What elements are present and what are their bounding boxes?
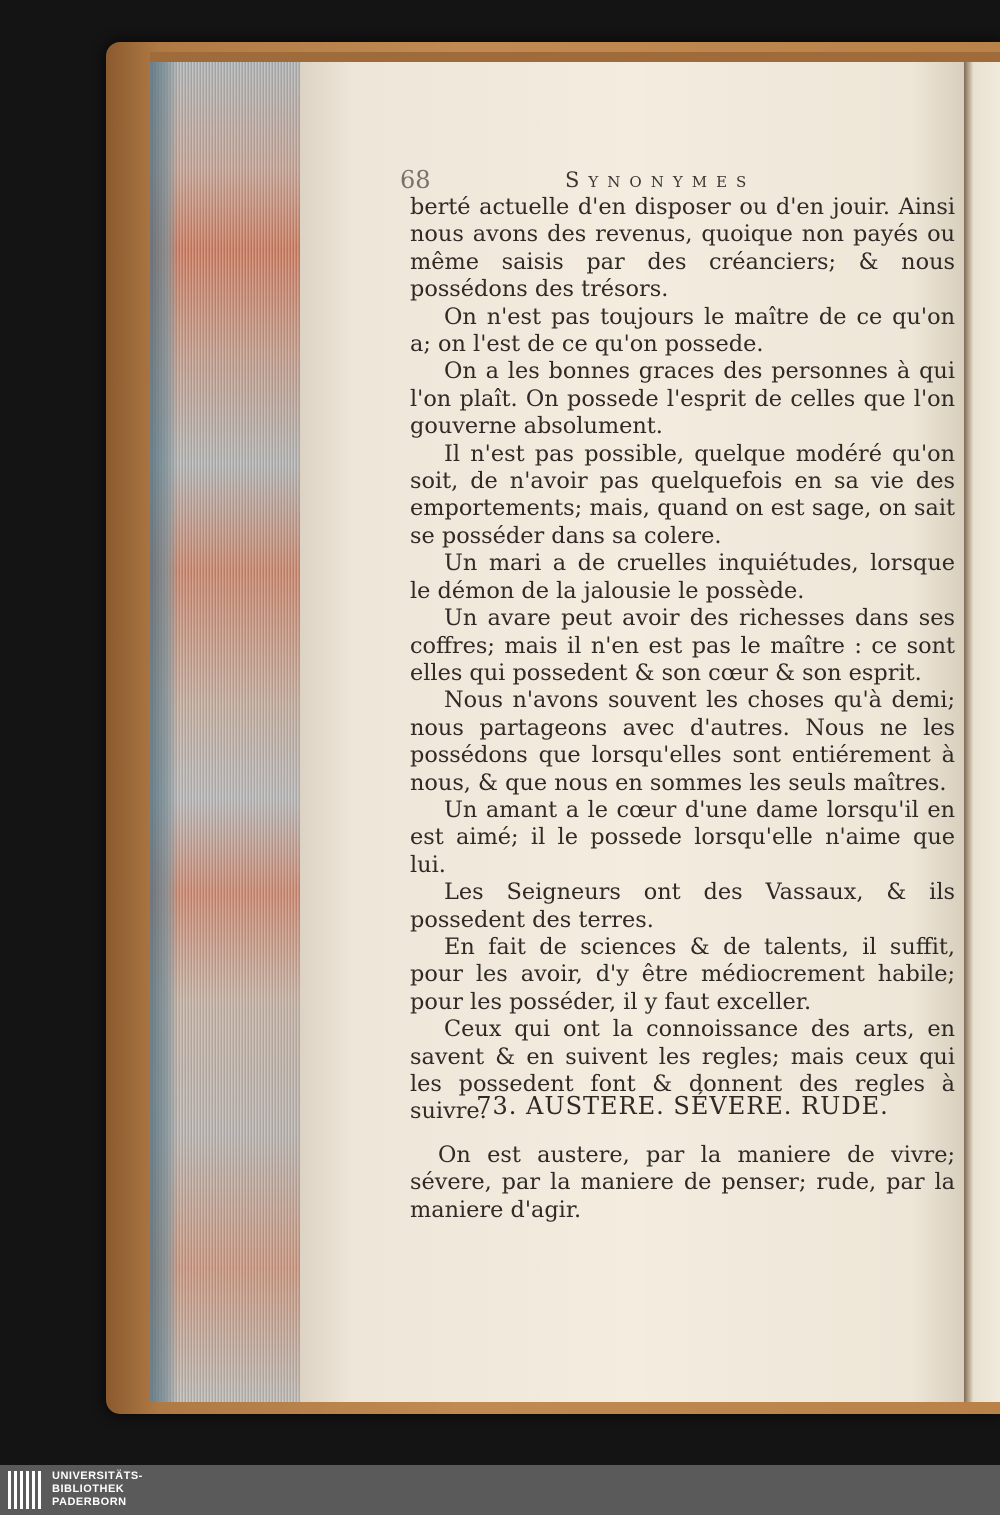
paragraph: Un avare peut avoir des richesses dans ses coffres; mais il n'en est pas le maître : ce sont elles qui possedent & son cœur & son esprit. <box>410 605 955 686</box>
paragraph: En fait de sciences & de talents, il suffit, pour les avoir, d'y être médiocrement habile; pour les posséder, il y faut exceller. <box>410 933 955 1015</box>
logo-line: UNIVERSITÄTS- <box>52 1470 143 1482</box>
paragraph: Un mari a de cruelles inquiétudes, lorsque le démon de la jalousie le possède. <box>410 550 955 604</box>
paragraph: berté actuelle d'en disposer ou d'en jouir. Ainsi nous avons des revenus, quoique non payés ou même saisis par des créanciers; & nous possédons des trésors. <box>410 194 955 303</box>
page-edges <box>150 62 302 1402</box>
body-text <box>410 194 955 1126</box>
paragraph: Ceux qui ont la connoissance des arts, en savent & en suivent les regles; mais ceux qui les possedent font & donnent des regles à suivre. <box>410 1016 955 1125</box>
book-page <box>300 62 964 1402</box>
facing-page-strip <box>962 62 1000 1402</box>
paragraph: Les Seigneurs ont des Vassaux, & ils possedent des terres. <box>410 879 955 933</box>
paragraph: On n'est pas toujours le maître de ce qu'on a; on l'est de ce qu'on possede. <box>410 303 955 358</box>
paragraph: Nous n'avons souvent les choses qu'à demi; nous partageons avec d'autres. Nous ne les possédons que lorsqu'elles sont entiérement à nous, & que nous en sommes les seuls maîtres. <box>410 687 955 796</box>
section-body <box>410 1142 955 1224</box>
logo-line: BIBLIOTHEK <box>52 1483 125 1495</box>
paragraph: On a les bonnes graces des personnes à qui l'on plaît. On possede l'esprit de celles que l'on gouverne absolument. <box>410 358 955 440</box>
paragraph: Un amant a le cœur d'une dame lorsqu'il en est aimé; il le possede lorsqu'elle n'aime que lui. <box>410 796 955 878</box>
page-number: 68 <box>400 166 431 194</box>
library-logo-text <box>52 1470 143 1509</box>
footer-bar <box>0 1465 1000 1515</box>
page-header <box>400 166 960 196</box>
paragraph: Il n'est pas possible, quelque modéré qu'on soit, de n'avoir pas quelquefois en sa vie des emportements; mais, quand on est sage, on sait se posséder dans sa colere. <box>410 440 955 549</box>
running-title: Synonymes <box>565 168 756 192</box>
section-heading: 73. AUSTERE. SÉVERE. RUDE. <box>476 1092 889 1120</box>
paragraph: On est austere, par la maniere de vivre; sévere, par la maniere de penser; rude, par la maniere d'agir. <box>410 1142 955 1223</box>
logo-line: PADERBORN <box>52 1496 127 1508</box>
library-logo-icon <box>8 1471 44 1509</box>
